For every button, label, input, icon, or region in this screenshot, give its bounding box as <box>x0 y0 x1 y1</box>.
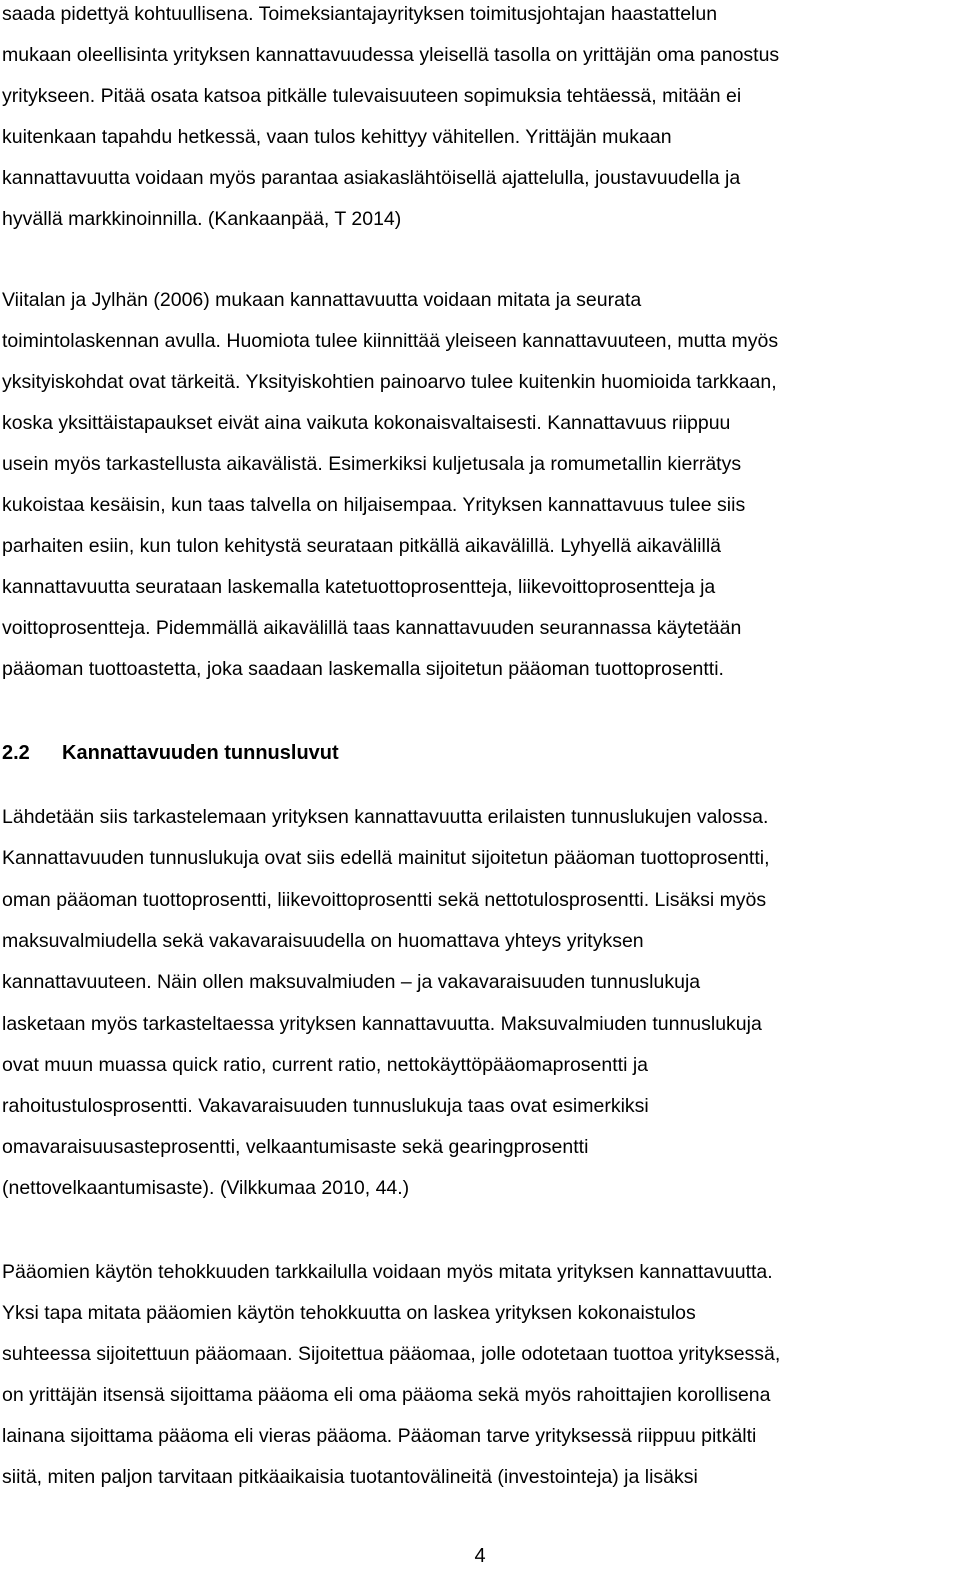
text-line: parhaiten esiin, kun tulon kehitystä seurataan pitkällä aikavälillä. Lyhyellä aikavälillä <box>2 535 722 557</box>
text-line: hyvällä markkinoinnilla. (Kankaanpää, T 2014) <box>2 208 402 230</box>
text-line: usein myös tarkastellusta aikavälistä. Esimerkiksi kuljetusala ja romumetallin kierrätys <box>2 453 742 475</box>
text-line: voittoprosentteja. Pidemmällä aikavälillä taas kannattavuuden seurannassa käytetään <box>2 617 742 639</box>
text-line: kannattavuuteen. Näin ollen maksuvalmiuden – ja vakavaraisuuden tunnuslukuja <box>2 971 701 993</box>
text-line: koska yksittäistapaukset eivät aina vaikuta kokonaisvaltaisesti. Kannattavuus riippuu <box>2 412 731 434</box>
text-line: Viitalan ja Jylhän (2006) mukaan kannattavuutta voidaan mitata ja seurata <box>2 289 642 311</box>
text-line: oman pääoman tuottoprosentti, liikevoittoprosentti sekä nettotulosprosentti. Lisäksi myös <box>2 889 767 911</box>
section-number: 2.2 <box>2 742 30 764</box>
text-line: rahoitustulosprosentti. Vakavaraisuuden tunnuslukuja taas ovat esimerkiksi <box>2 1095 649 1117</box>
text-line: ovat muun muassa quick ratio, current ratio, nettokäyttöpääomaprosentti ja <box>2 1054 649 1076</box>
text-line: lasketaan myös tarkasteltaessa yrityksen kannattavuutta. Maksuvalmiuden tunnuslukuja <box>2 1013 762 1035</box>
text-line: saada pidettyä kohtuullisena. Toimeksiantajayrityksen toimitusjohtajan haastattelun <box>2 3 718 25</box>
text-line: on yrittäjän itsensä sijoittama pääoma eli oma pääoma sekä myös rahoittajien korollisena <box>2 1384 771 1406</box>
text-line: Kannattavuuden tunnuslukuja ovat siis edellä mainitut sijoitetun pääoman tuottoprosentti, <box>2 847 770 869</box>
text-line: siitä, miten paljon tarvitaan pitkäaikaisia tuotantovälineitä (investointeja) ja lisäksi <box>2 1466 698 1488</box>
text-line: lainana sijoittama pääoma eli vieras pääoma. Pääoman tarve yrityksessä riippuu pitkälti <box>2 1425 757 1447</box>
text-line: Pääomien käytön tehokkuuden tarkkailulla voidaan myös mitata yrityksen kannattavuutta. <box>2 1261 773 1283</box>
text-line: mukaan oleellisinta yrityksen kannattavuudessa yleisellä tasolla on yrittäjän oma panostus <box>2 44 780 66</box>
text-line: Yksi tapa mitata pääomien käytön tehokkuutta on laskea yrityksen kokonaistulos <box>2 1302 696 1324</box>
text-line: kukoistaa kesäisin, kun taas talvella on hiljaisempaa. Yrityksen kannattavuus tulee siis <box>2 494 746 516</box>
text-line: kannattavuutta voidaan myös parantaa asiakaslähtöisellä ajattelulla, joustavuudella ja <box>2 167 741 189</box>
text-line: (nettovelkaantumisaste). (Vilkkumaa 2010, 44.) <box>2 1177 410 1199</box>
text-line: kuitenkaan tapahdu hetkessä, vaan tulos kehittyy vähitellen. Yrittäjän mukaan <box>2 126 672 148</box>
text-line: yritykseen. Pitää osata katsoa pitkälle tulevaisuuteen sopimuksia tehtäessä, mitään ei <box>2 85 742 107</box>
page-number: 4 <box>474 1545 486 1567</box>
text-line: omavaraisuusasteprosentti, velkaantumisaste sekä gearingprosentti <box>2 1136 589 1158</box>
text-line: yksityiskohdat ovat tärkeitä. Yksityiskohtien painoarvo tulee kuitenkin huomioida tarkkaan, <box>2 371 777 393</box>
section-title: Kannattavuuden tunnusluvut <box>62 742 339 764</box>
text-line: kannattavuutta seurataan laskemalla katetuottoprosentteja, liikevoittoprosentteja ja <box>2 576 716 598</box>
text-line: toimintolaskennan avulla. Huomiota tulee kiinnittää yleiseen kannattavuuteen, mutta myös <box>2 330 779 352</box>
text-line: Lähdetään siis tarkastelemaan yrityksen kannattavuutta erilaisten tunnuslukujen valossa. <box>2 806 769 828</box>
text-line: suhteessa sijoitettuun pääomaan. Sijoitettua pääomaa, jolle odotetaan tuottoa yrityksessä, <box>2 1343 781 1365</box>
text-line: pääoman tuottoastetta, joka saadaan laskemalla sijoitetun pääoman tuottoprosentti. <box>2 658 724 680</box>
text-line: maksuvalmiudella sekä vakavaraisuudella on huomattava yhteys yrityksen <box>2 930 644 952</box>
section-heading <box>2 740 339 766</box>
